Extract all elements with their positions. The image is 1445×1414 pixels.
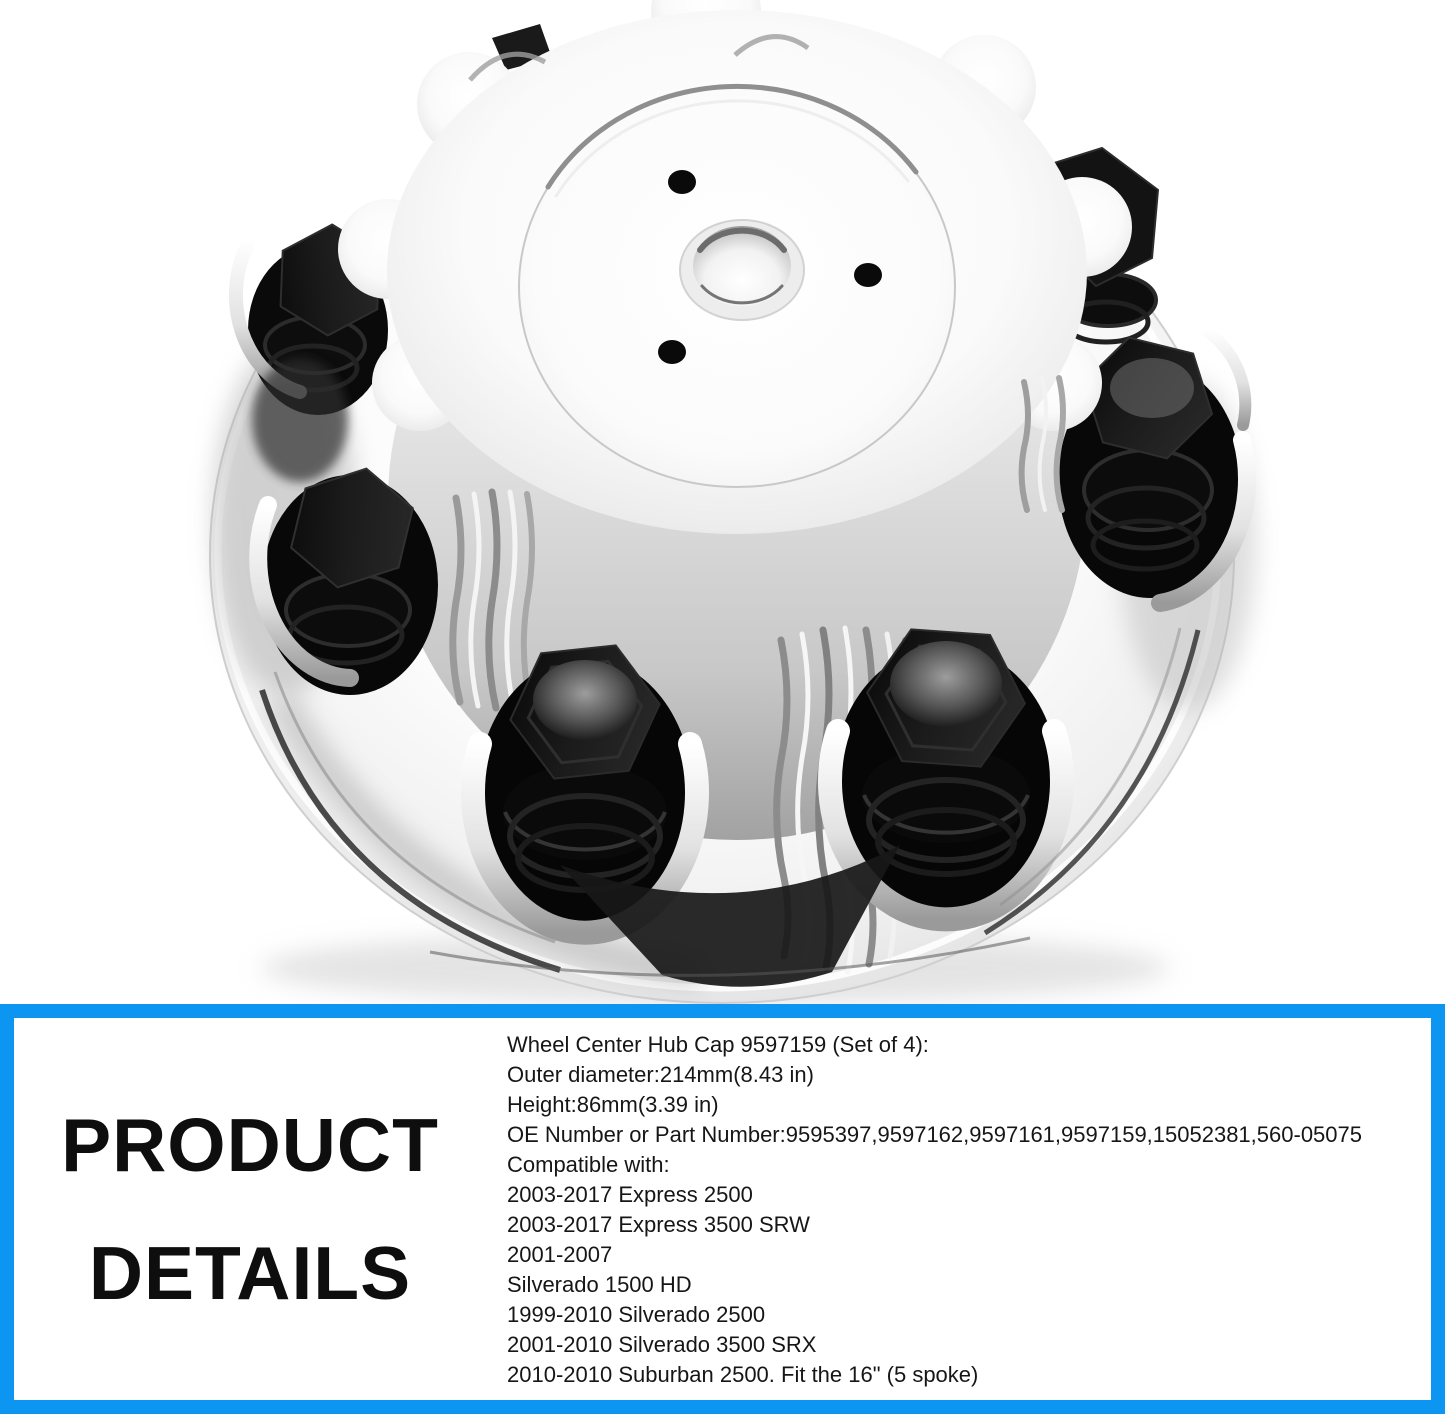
spec-line: Wheel Center Hub Cap 9597159 (Set of 4): (507, 1032, 929, 1057)
spec-line: 2003-2017 Express 3500 SRW (507, 1212, 810, 1237)
spec-line: 2001-2007 (507, 1242, 613, 1267)
spec-line: Silverado 1500 HD (507, 1272, 692, 1297)
spec-line: 2010-2010 Suburban 2500. Fit the 16" (5 spoke) (507, 1362, 979, 1387)
spec-line: Outer diameter:214mm(8.43 in) (507, 1062, 814, 1087)
spec-line: Height:86mm(3.39 in) (507, 1092, 719, 1117)
spec-line: 1999-2010 Silverado 2500 (507, 1302, 766, 1327)
top-hole-2 (854, 263, 882, 287)
center-hub-dome (680, 220, 804, 320)
spec-list (507, 1030, 1417, 1390)
panel-title-line1: PRODUCT (61, 1103, 439, 1187)
top-hole-3 (658, 340, 686, 364)
spec-line: 2001-2010 Silverado 3500 SRX (507, 1332, 817, 1357)
panel-title-line2: DETAILS (88, 1231, 412, 1315)
top-hole-1 (668, 170, 696, 194)
spec-line: OE Number or Part Number:9595397,9597162,9597161,9597159,15052381,560-05075 (507, 1122, 1362, 1147)
spec-line: Compatible with: (507, 1152, 670, 1177)
spec-line: 2003-2017 Express 2500 (507, 1182, 753, 1207)
